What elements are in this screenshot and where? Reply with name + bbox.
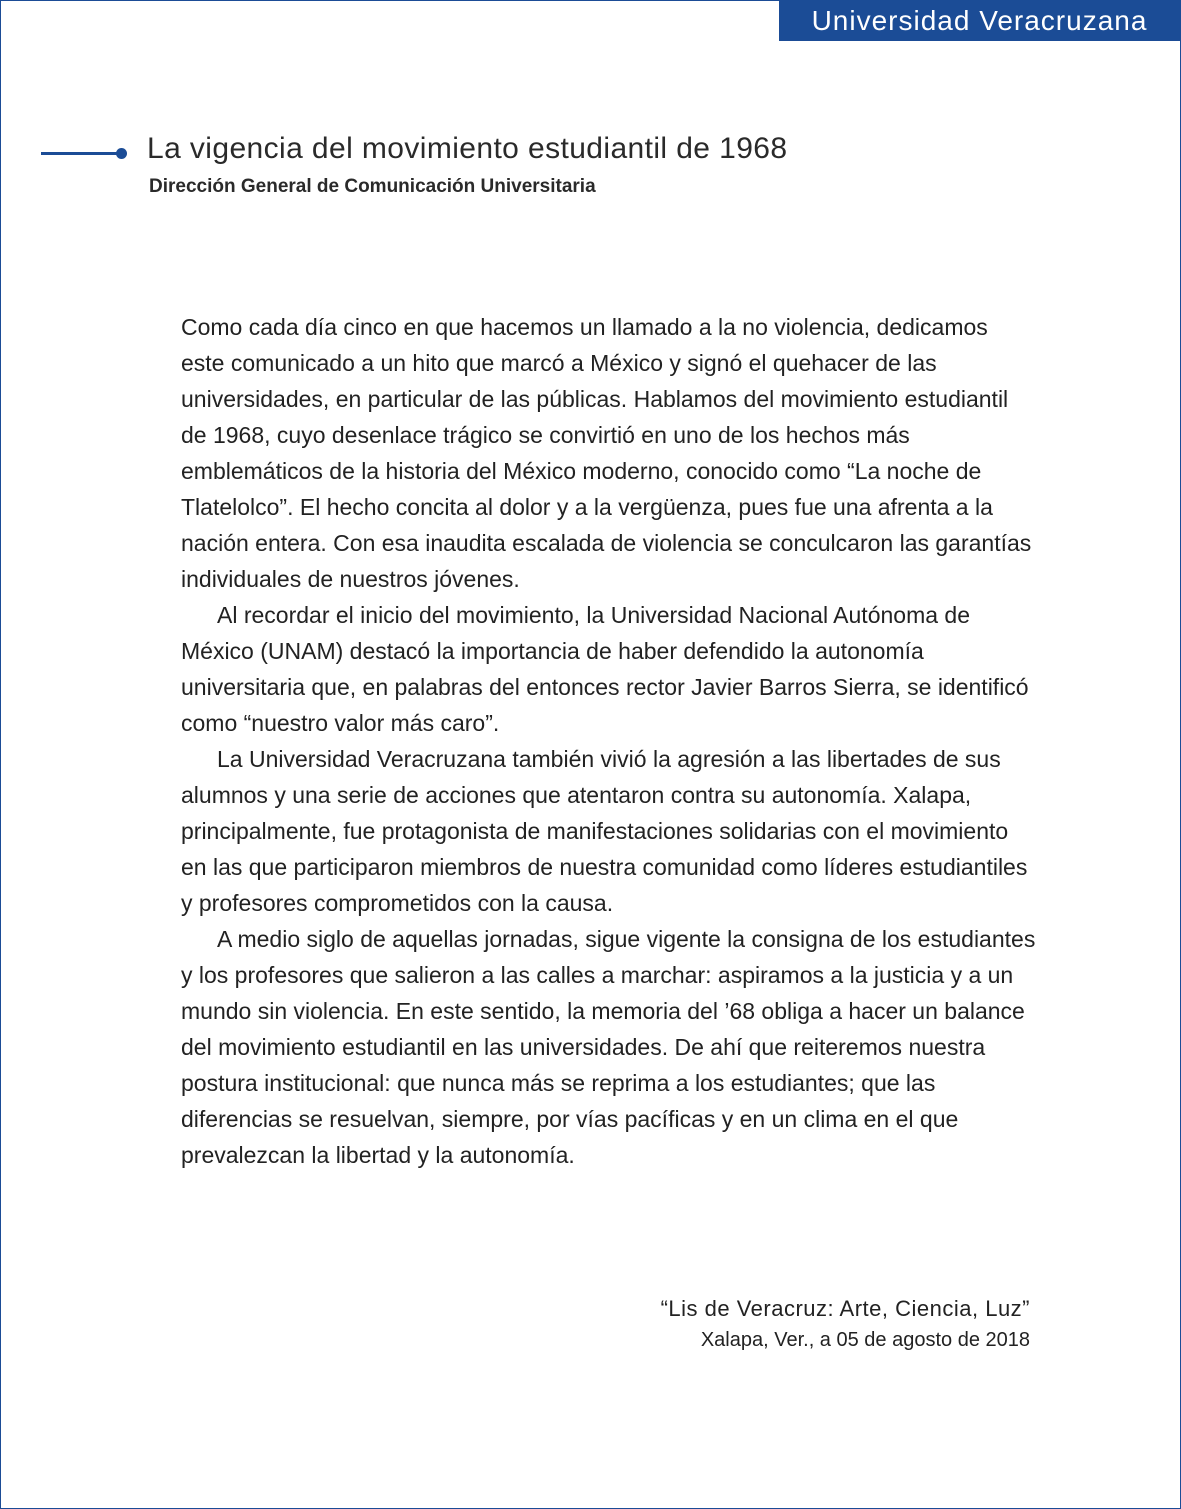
paragraph: La Universidad Veracruzana también vivió la agresión a las libertades de sus alumnos y una serie de acciones que atentaron contra su autonomía. Xalapa, principalmente, fue protagonista de manifestaciones solidarias con el movimiento en las que participaron miembros de nuestra comunidad como líderes estudiantiles y profesores comprometidos con la causa. <box>181 746 1028 916</box>
paragraph: A medio siglo de aquellas jornadas, sigue vigente la consigna de los estudiantes y los profesores que salieron a las calles a marchar: aspiramos a la justicia y a un mundo sin violencia. En este sentido, la memoria del ’68 obliga a hacer un balance del movimiento estudiantil en las universidades. De ahí que reiteremos nuestra postura institucional: que nunca más se reprima a los estudiantes; que las diferencias se resuelvan, siempre, por vías pacíficas y en un clima en el que prevalezcan la libertad y la autonomía. <box>181 926 1036 1168</box>
article-title: La vigencia del movimiento estudiantil de 1968 <box>147 132 788 165</box>
article-body <box>181 309 1036 1173</box>
institutional-motto: “Lis de Veracruz: Arte, Ciencia, Luz” <box>660 1296 1030 1321</box>
article-author: Dirección General de Comunicación Universitaria <box>149 176 596 197</box>
bullet-dot-icon <box>116 148 127 159</box>
university-brand-banner: Universidad Veracruzana <box>779 1 1180 41</box>
title-rule <box>41 152 119 155</box>
paragraph: Como cada día cinco en que hacemos un llamado a la no violencia, dedicamos este comunicado a un hito que marcó a México y signó el quehacer de las universidades, en particular de las públicas. Hablamos del movimiento estudiantil de 1968, cuyo desenlace trágico se convirtió en uno de los hechos más emblemáticos de la historia del México moderno, conocido como “La noche de Tlatelolco”. El hecho concita al dolor y a la vergüenza, pues fue una afrenta a la nación entera. Con esa inaudita escalada de violencia se conculcaron las garantías individuales de nuestros jóvenes. <box>181 314 1032 592</box>
paragraph: Al recordar el inicio del movimiento, la Universidad Nacional Autónoma de México (UNAM) destacó la importancia de haber defendido la autonomía universitaria que, en palabras del entonces rector Javier Barros Sierra, se identificó como “nuestro valor más caro”. <box>181 602 1029 736</box>
place-and-date: Xalapa, Ver., a 05 de agosto de 2018 <box>700 1329 1030 1351</box>
